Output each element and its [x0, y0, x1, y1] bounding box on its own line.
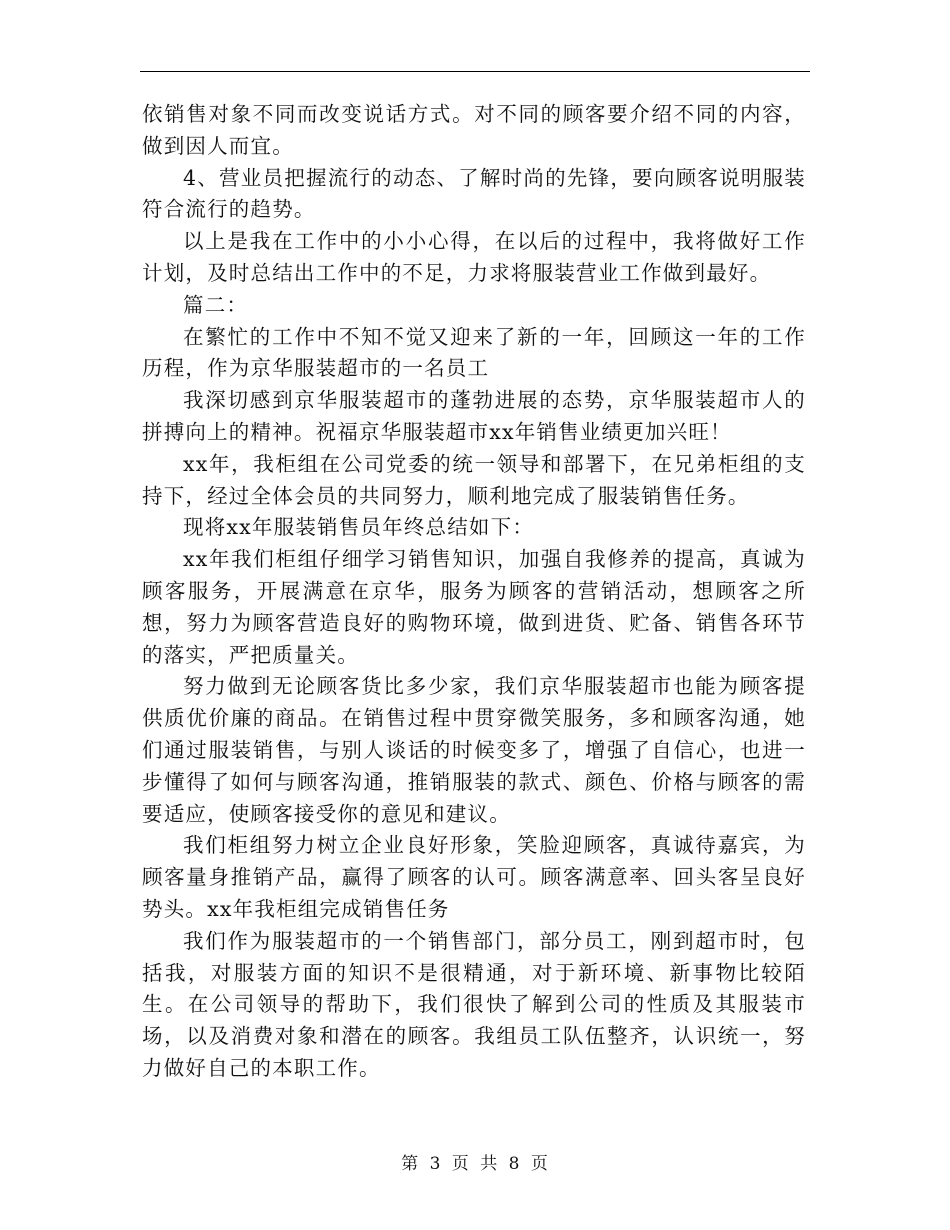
paragraph-2: 4、营业员把握流行的动态、了解时尚的先锋，要向顾客说明服装符合流行的趋势。: [142, 165, 806, 222]
paragraph-9: xx年我们柜组仔细学习销售知识，加强自我修养的提高，真诚为顾客服务，开展满意在京华，服务为顾客的营销活动，想顾客之所想，努力为顾客营造良好的购物环境，做到进货、贮备、销售各环节的落实，严把质量关。: [142, 547, 806, 667]
paragraph-7: xx年，我柜组在公司党委的统一领导和部署下，在兄弟柜组的支持下，经过全体会员的共同努力，顺利地完成了服装销售任务。: [142, 451, 806, 508]
paragraph-3: 以上是我在工作中的小小心得，在以后的过程中，我将做好工作计划，及时总结出工作中的不足，力求将服装营业工作做到最好。: [142, 229, 806, 285]
header-rule: [140, 71, 810, 72]
paragraph-5: 在繁忙的工作中不知不觉又迎来了新的一年，回顾这一年的工作历程，作为京华服装超市的一名员工: [142, 324, 806, 381]
paragraph-6: 我深切感到京华服装超市的蓬勃进展的态势，京华服装超市人的拼搏向上的精神。祝福京华服装超市xx年销售业绩更加兴旺！: [142, 388, 806, 444]
paragraph-8: 现将xx年服装销售员年终总结如下：: [183, 515, 535, 540]
paragraph-10: 努力做到无论顾客货比多少家，我们京华服装超市也能为顾客提供质优价廉的商品。在销售过程中贯穿微笑服务，多和顾客沟通，她们通过服装销售，与别人谈话的时候变多了，增强了自信心，也进一步懂得了如何与顾客沟通，推销服装的款式、颜色、价格与顾客的需要适应，使顾客接受你的意见和建议。: [142, 674, 806, 826]
document-body: [142, 99, 806, 1085]
paragraph-12: 我们作为服装超市的一个销售部门，部分员工，刚到超市时，包括我，对服装方面的知识不是很精通，对于新环境、新事物比较陌生。在公司领导的帮助下，我们很快了解到公司的性质及其服装市场，以及消费对象和潜在的顾客。我组员工队伍整齐，认识统一，努力做好自己的本职工作。: [142, 928, 806, 1080]
paragraph-11: 我们柜组努力树立企业良好形象，笑脸迎顾客，真诚待嘉宾，为顾客量身推销产品，赢得了顾客的认可。顾客满意率、回头客呈良好势头。xx年我柜组完成销售任务: [142, 833, 806, 921]
section-heading: 篇二：: [183, 292, 249, 317]
page-number: 第 3 页 共 8 页: [401, 1154, 549, 1174]
paragraph-1: 依销售对象不同而改变说话方式。对不同的顾客要介绍不同的内容，做到因人而宜。: [142, 102, 806, 158]
